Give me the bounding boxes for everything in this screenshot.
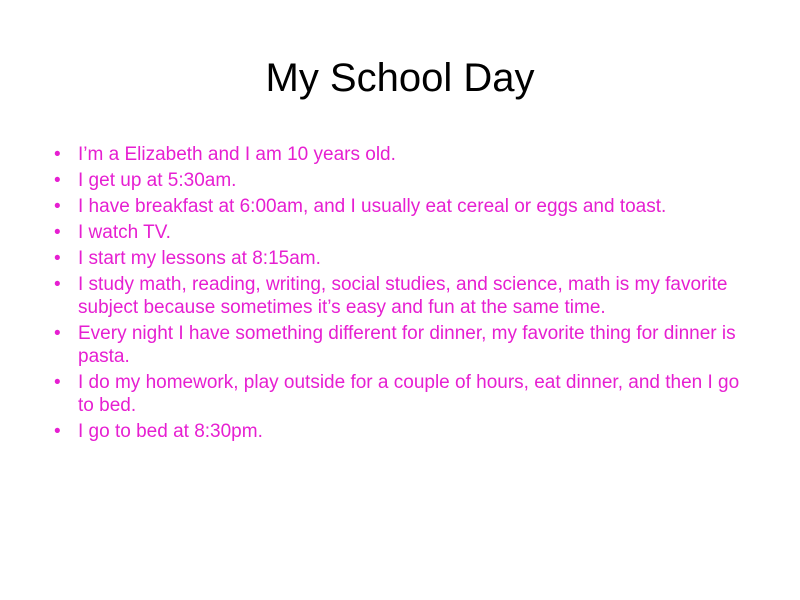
bullet-list (54, 143, 754, 446)
list-item (54, 247, 754, 270)
bullet-text: I go to bed at 8:30pm. (78, 421, 263, 442)
bullet-icon: • (54, 248, 61, 269)
bullet-text: I start my lessons at 8:15am. (78, 248, 321, 269)
list-item (54, 169, 754, 192)
bullet-text: I have breakfast at 6:00am, and I usually eat cereal or eggs and toast. (78, 196, 667, 217)
bullet-text: I watch TV. (78, 222, 171, 243)
bullet-text: Every night I have something different for dinner, my favorite thing for dinner is pasta. (78, 323, 736, 367)
list-item (54, 420, 754, 443)
bullet-text: I study math, reading, writing, social studies, and science, math is my favorite subject because sometimes it’s easy and fun at the same time. (78, 274, 728, 318)
bullet-icon: • (54, 170, 61, 191)
bullet-icon: • (54, 144, 61, 165)
bullet-icon: • (54, 222, 61, 243)
bullet-text: I do my homework, play outside for a couple of hours, eat dinner, and then I go to bed. (78, 372, 740, 416)
bullet-icon: • (54, 323, 61, 344)
list-item (54, 143, 754, 166)
bullet-icon: • (54, 421, 61, 442)
list-item (54, 322, 754, 368)
list-item (54, 371, 754, 417)
bullet-text: I get up at 5:30am. (78, 170, 237, 191)
bullet-text: I’m a Elizabeth and I am 10 years old. (78, 144, 396, 165)
list-item (54, 195, 754, 218)
bullet-icon: • (54, 274, 61, 295)
list-item (54, 273, 754, 319)
slide-title: My School Day (265, 56, 535, 100)
bullet-icon: • (54, 196, 61, 217)
list-item (54, 221, 754, 244)
bullet-icon: • (54, 372, 61, 393)
